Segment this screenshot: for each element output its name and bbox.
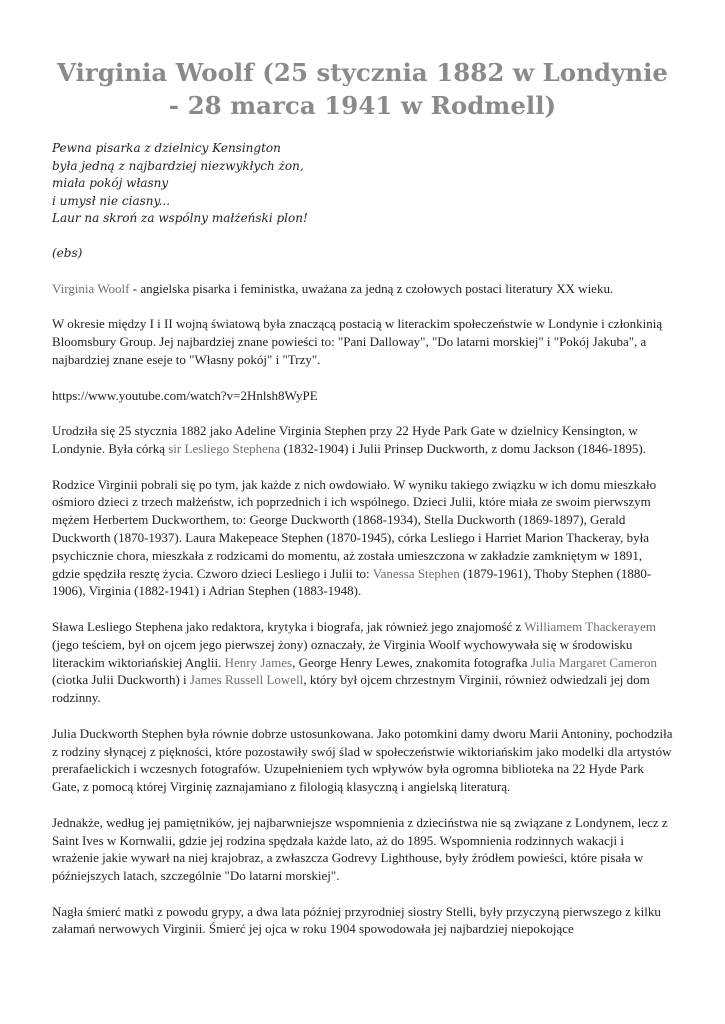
paragraph-breakdowns: Nagła śmierć matki z powodu grypy, a dwa lata później przyrodniej siostry Stelli, były przyczyną pierwszego z kilku załamań nerwowych Virginii. Śmierć jej ojca w roku 1904 spowodowała jej najbardziej niepokojące [52,903,661,937]
paragraph-text: (1832-1904) i Julii Prinsep Duckworth, z domu Jackson (1846-1895). [280,440,646,456]
poem-line: i umysł nie ciasny... [52,193,171,208]
page-title: Virginia Woolf (25 stycznia 1882 w Londynie - 28 marca 1941 w Rodmell) [56,58,669,120]
paragraph-parents [52,476,673,601]
paragraph-text: , George Henry Lewes, znakomita fotografka [292,654,531,670]
poem-line: miała pokój własny [52,176,169,190]
poem [52,140,673,262]
link-vanessa-stephen[interactable]: Vanessa Stephen [372,565,460,581]
paragraph-julia-duckworth: Julia Duckworth Stephen była równie dobrze ustosunkowana. Jako potomkini damy dworu Marii Antoniny, pochodziła z rodziny słynącej z piękności, które pozostawiły swój ślad w społeczeństwie wiktoriańskim jako modelki dla artystów prerafaelickich i wczesnych fotografów. Uzupełnieniem tych wpływów była ogromna biblioteka na 22 Hyde Park Gate, z pomocą której Virginię zaznajamiano z filologią klasyczną i angielską literaturą. [52,725,673,795]
poem-line: była jedną z najbardziej niezwykłych żon, [52,158,304,173]
paragraph-text: - angielska pisarka i feministka, uważana za jedną z czołowych postaci literatury XX wieku. [129,280,614,296]
paragraph-text: Rodzice Virginii pobrali się po tym, jak każde z nich owdowiało. W wyniku takiego związku w ich domu mieszkało ośmioro dzieci z trzech małżeństw, ich poprzednich i ich wspólnego. Dzieci Julii, które miała ze swoim pierwszym mężem Herbertem Duckworthem, to: George Duckworth (1868-1934), Stella Duckworth (1869-1897), Gerald Duckworth (1870-1937). Laura Makepeace Stephen (1870-1945), córka Lesliego i Harriet Marion Thackeray, była psychicznie chora, mieszkała z rodzicami do momentu, aż została umieszczona w zakładzie zamkniętym w 1891, gdzie spędziła resztę życia. Czworo dzieci Lesliego i Julii to: [52,476,657,581]
poem-line: Laur na skroń za wspólny małżeński plon! [52,211,308,225]
paragraph-literary-circle [52,618,673,707]
paragraph-text: (ciotka Julii Duckworth) i [52,672,190,688]
link-virginia-woolf[interactable]: Virginia Woolf [52,280,130,296]
paragraph-text: , który był ojcem chrzestnym Virginii, również odwiedzali jej dom rodzinny. [52,672,650,706]
paragraph-text: (jego teściem, był on ojcem jego pierwszej żony) oznaczały, że Virginia Woolf wychowywała się w środowisku literackim wiktoriańskiej Anglii. [52,636,633,670]
paragraph-interwar: W okresie między I i II wojną światową była znaczącą postacią w literackim społeczeństwie w Londynie i członkinią Bloomsbury Group. Jej najbardziej znane powieści to: "Pani Dalloway", "Do latarni morskiej" i "Pokój Jakuba", a najbardziej znane eseje to "Własny pokój" i "Trzy". [52,316,663,367]
link-william-thackeray[interactable]: Williamem Thackerayem [524,618,657,634]
paragraph-text: Sława Lesliego Stephena jako redaktora, krytyka i biografa, jak również jego znajomość z [52,618,525,634]
paragraph-text: Urodziła się 25 stycznia 1882 jako Adeline Virginia Stephen przy 22 Hyde Park Gate w dzielnicy Kensington, w Londynie. Była córką [52,423,638,456]
paragraph-intro [52,280,673,298]
paragraph-birth [52,422,673,458]
poem-line: Pewna pisarka z dzielnicy Kensington [52,141,281,155]
link-leslie-stephen[interactable]: sir Lesliego Stephena [168,440,281,456]
link-james-russell-lowell[interactable]: James Russell Lowell [189,672,304,688]
youtube-url: https://www.youtube.com/watch?v=2Hnlsh8WyPE [52,387,318,403]
paragraph-st-ives: Jednakże, według jej pamiętników, jej najbarwniejsze wspomnienia z dzieciństwa nie są związane z Londynem, lecz z Saint Ives w Kornwalii, gdzie jej rodzina spędzała każde lato, aż do 1895. Wspomnienia rodzinnych wakacji i wrażenie jakie wywarł na niej krajobraz, a zwłaszcza Godrevy Lighthouse, były źródłem powieści, które pisała w późniejszych latach, szczególnie "Do latarni morskiej". [52,814,668,884]
paragraph-text: (1879-1961), Thoby Stephen (1880-1906), Virginia (1882-1941) i Adrian Stephen (1883-1948). [52,565,652,599]
link-henry-james[interactable]: Henry James [224,654,293,670]
poem-author: (ebs) [52,245,83,260]
link-julia-margaret-cameron[interactable]: Julia Margaret Cameron [530,654,657,670]
